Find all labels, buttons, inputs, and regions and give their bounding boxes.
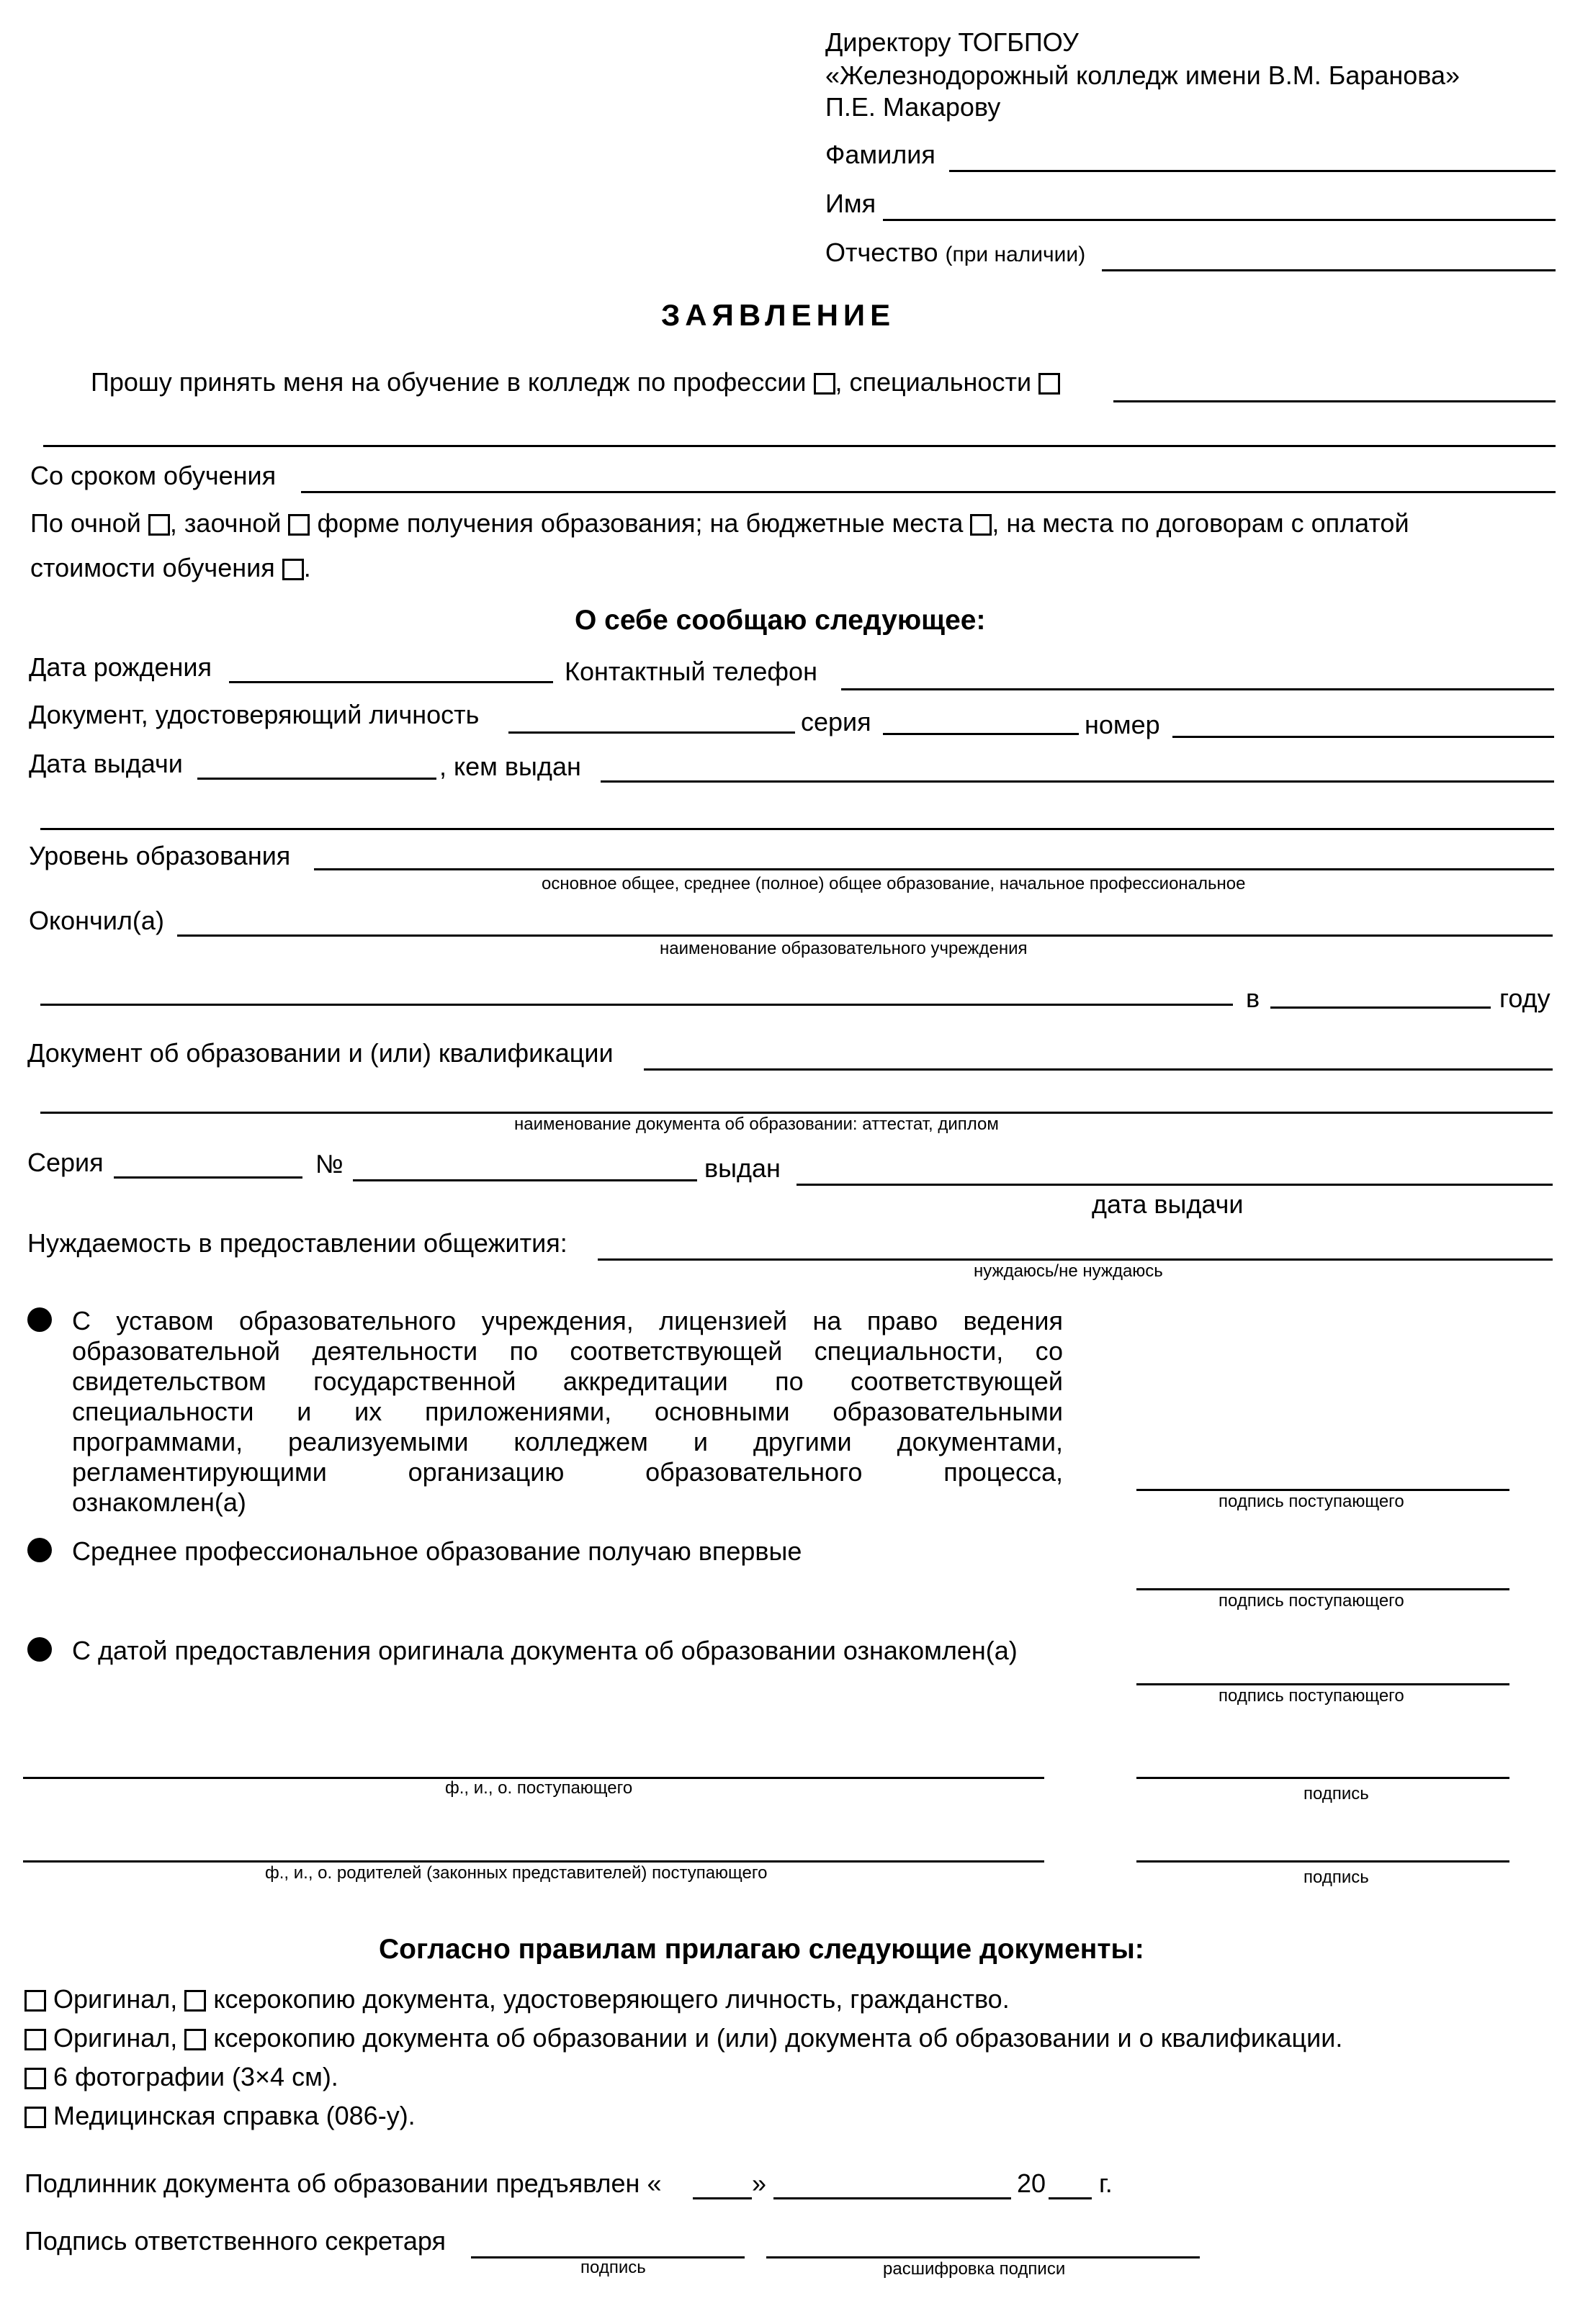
id-doc-label: Документ, удостоверяющий личность [29, 700, 480, 729]
about-heading: О себе сообщаю следующее: [575, 605, 986, 636]
edu-level-label: Уровень образования [29, 841, 291, 870]
page-title: ЗАЯВЛЕНИЕ [661, 298, 896, 332]
doc-item-edu: Оригинал, ксерокопию документа об образовании и (или) документа об образовании и о квалификации. [24, 2023, 1342, 2053]
no-field[interactable] [353, 1179, 697, 1181]
signature-hint-2: подпись поступающего [1219, 1591, 1404, 1611]
part-time-checkbox[interactable] [288, 514, 310, 536]
graduated-hint: наименование образовательного учреждения [660, 939, 1028, 958]
doc-item-photos: 6 фотографии (3×4 см). [24, 2062, 338, 2092]
edu-doc-field[interactable] [644, 1068, 1553, 1071]
orig-edu-checkbox[interactable] [24, 2029, 46, 2050]
documents-heading: Согласно правилам прилагаю следующие документы: [379, 1934, 1144, 1965]
addressee-line-1: Директору ТОГБПОУ [825, 27, 1079, 57]
secretary-signature-hint: подпись [580, 2258, 646, 2277]
photos-checkbox[interactable] [24, 2068, 46, 2089]
phone-field[interactable] [841, 688, 1554, 690]
specialty-field[interactable] [1113, 400, 1556, 402]
edu-level-field[interactable] [314, 868, 1554, 870]
no-label: № [315, 1149, 344, 1179]
fio-applicant-hint: ф., и., о. поступающего [445, 1778, 633, 1798]
statement-1: С уставом образовательного учреждения, лицензией на право ведения образовательной деятельности по соответствующей специальности, со свидетельством государственной аккредитации по соответствующей специальности и их приложениями, основными образовательными программами, реализуемыми колледжем и другими документами, регламентирующими организацию образовательного процесса, ознакомлен(а) [72, 1306, 1063, 1517]
copy-edu-checkbox[interactable] [184, 2029, 206, 2050]
edu-level-hint: основное общее, среднее (полное) общее образование, начальное профессиональное [542, 874, 1246, 893]
issue-date-field[interactable] [197, 778, 436, 780]
edu-doc-label: Документ об образовании и (или) квалификации [27, 1038, 614, 1068]
number-field[interactable] [1172, 736, 1554, 738]
quote-close: » [752, 2168, 767, 2198]
original-shown-label: Подлинник документа об образовании предъявлен « [24, 2168, 662, 2198]
in-label: в [1246, 983, 1260, 1013]
profession-checkbox[interactable] [814, 373, 835, 395]
number-label: номер [1085, 710, 1160, 739]
issued-date-hint: дата выдачи [1092, 1189, 1244, 1219]
issued-by-field-2[interactable] [40, 828, 1554, 830]
medical-checkbox[interactable] [24, 2107, 46, 2128]
fio-parents-hint: ф., и., о. родителей (законных представителей) поступающего [265, 1863, 768, 1883]
signature-hint-1: подпись поступающего [1219, 1492, 1404, 1511]
edu-doc-field-2[interactable] [40, 1112, 1553, 1114]
specialty-field-2[interactable] [43, 445, 1556, 447]
applicant-signature-field[interactable] [1136, 1777, 1509, 1779]
series-field[interactable] [883, 733, 1079, 735]
fio-parents-field[interactable] [23, 1860, 1044, 1863]
issued-label: выдан [704, 1153, 781, 1183]
request-text: Прошу принять меня на обучение в колледж по профессии , специальности [91, 367, 1060, 397]
secretary-label: Подпись ответственного секретаря [24, 2226, 447, 2256]
bullet-icon [27, 1637, 52, 1662]
copy-id-checkbox[interactable] [184, 1990, 206, 2012]
signature-field-3[interactable] [1136, 1683, 1509, 1685]
birth-field[interactable] [229, 681, 553, 683]
dorm-label: Нуждаемость в предоставлении общежития: [27, 1228, 567, 1258]
graduated-field[interactable] [177, 934, 1553, 937]
ser-field[interactable] [114, 1176, 302, 1179]
year-suffix-label: г. [1099, 2168, 1113, 2198]
id-doc-field[interactable] [508, 731, 795, 734]
series-label: серия [801, 707, 871, 737]
specialty-checkbox[interactable] [1038, 373, 1060, 395]
surname-label: Фамилия [825, 140, 935, 169]
surname-field[interactable] [949, 170, 1556, 172]
issued-date-field[interactable] [796, 1184, 1553, 1186]
birth-label: Дата рождения [29, 652, 212, 682]
issued-by-field[interactable] [601, 780, 1554, 783]
form-line: По очной , заочной форме получения образования; на бюджетные места , на места по договорам с оплатой [30, 508, 1409, 538]
year-field[interactable] [1270, 1006, 1491, 1009]
doc-item-medical: Медицинская справка (086-у). [24, 2101, 416, 2131]
ser-label: Серия [27, 1148, 104, 1177]
addressee-line-3: П.Е. Макарову [825, 92, 1001, 122]
statement-2: Среднее профессиональное образование получаю впервые [72, 1536, 802, 1566]
statement-3: С датой предоставления оригинала документа об образовании ознакомлен(а) [72, 1636, 1018, 1665]
orig-id-checkbox[interactable] [24, 1990, 46, 2012]
year-label: году [1499, 983, 1551, 1013]
issued-by-label: , кем выдан [439, 752, 581, 781]
full-time-checkbox[interactable] [148, 514, 170, 536]
secretary-decode-field[interactable] [766, 2256, 1200, 2258]
graduated-field-2[interactable] [40, 1004, 1233, 1006]
patronymic-label: Отчество (при наличии) [825, 238, 1086, 267]
doc-item-id: Оригинал, ксерокопию документа, удостоверяющего личность, гражданство. [24, 1984, 1010, 2014]
dorm-field[interactable] [598, 1258, 1553, 1261]
bullet-icon [27, 1538, 52, 1562]
term-field[interactable] [301, 491, 1556, 493]
dorm-hint: нуждаюсь/не нуждаюсь [974, 1261, 1163, 1281]
issue-date-label: Дата выдачи [29, 749, 183, 778]
signature-hint-3: подпись поступающего [1219, 1686, 1404, 1706]
contract-line: стоимости обучения . [30, 553, 311, 582]
signature-field-1[interactable] [1136, 1489, 1509, 1491]
name-label: Имя [825, 189, 876, 218]
year-suffix-field[interactable] [1049, 2197, 1092, 2199]
parents-signature-field[interactable] [1136, 1860, 1509, 1863]
name-field[interactable] [883, 219, 1556, 221]
parents-signature-hint: подпись [1303, 1868, 1369, 1887]
budget-checkbox[interactable] [970, 514, 992, 536]
applicant-signature-hint: подпись [1303, 1784, 1369, 1803]
graduated-label: Окончил(а) [29, 906, 164, 935]
day-field[interactable] [693, 2197, 752, 2199]
secretary-decode-hint: расшифровка подписи [883, 2259, 1066, 2279]
signature-field-2[interactable] [1136, 1588, 1509, 1590]
term-label: Со сроком обучения [30, 461, 277, 490]
patronymic-field[interactable] [1102, 269, 1556, 271]
addressee-line-2: «Железнодорожный колледж имени В.М. Баранова» [825, 60, 1460, 90]
phone-label: Контактный телефон [565, 657, 817, 686]
month-field[interactable] [773, 2197, 1011, 2199]
twenty-label: 20 [1017, 2168, 1046, 2198]
contract-checkbox[interactable] [282, 559, 304, 580]
bullet-icon [27, 1307, 52, 1332]
edu-doc-hint: наименование документа об образовании: аттестат, диплом [514, 1114, 999, 1134]
